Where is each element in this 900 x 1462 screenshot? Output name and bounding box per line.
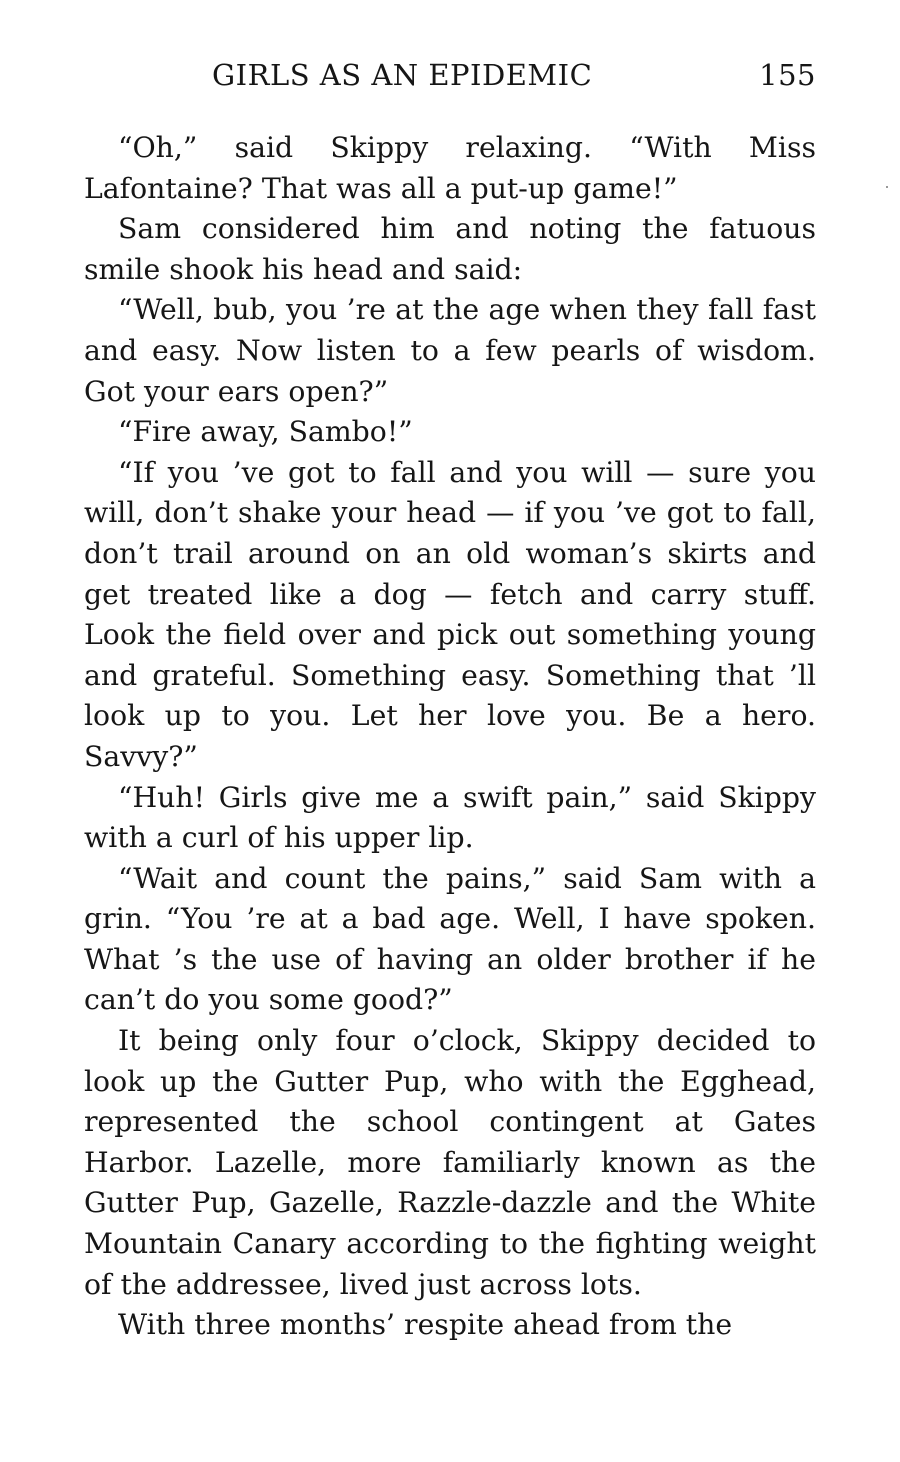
book-page [84, 58, 816, 1346]
paragraph: “Well, bub, you ’re at the age when they fall fast and easy. Now listen to a few pearls of wisdom. Got your ears open?” [84, 293, 816, 408]
margin-speck [886, 186, 888, 188]
body-text [84, 128, 816, 1346]
paragraph: “If you ’ve got to fall and you will — sure you will, don’t shake your head — if you ’ve got to fall, don’t trail around on an old woman’s skirts and get treated like a dog — fetch and carry stuff. Look the field over and pick out something young and grateful. Something easy. Something that ’ll look up to you. Let her love you. Be a hero. Savvy?” [84, 455, 816, 773]
paragraph: “Wait and count the pains,” said Sam with a grin. “You ’re at a bad age. Well, I have spoken. What ’s the use of having an older brother if he can’t do you some good?” [84, 861, 816, 1017]
running-header [84, 58, 816, 102]
chapter-title: GIRLS AS AN EPIDEMIC [212, 58, 593, 92]
paragraph: “Oh,” said Skippy relaxing. “With Miss Lafontaine? That was all a put-up game!” [84, 131, 816, 205]
paragraph: Sam considered him and noting the fatuous smile shook his head and said: [84, 212, 816, 286]
paragraph: It being only four o’clock, Skippy decided to look up the Gutter Pup, who with the Egghead, represented the school contingent at Gates Harbor. Lazelle, more familiarly known as the Gutter Pup, Gazelle, Razzle-dazzle and the White Mountain Canary according to the fighting weight of the addressee, lived just across lots. [84, 1024, 816, 1301]
page-number: 155 [759, 58, 816, 92]
paragraph: With three months’ respite ahead from the [118, 1308, 733, 1342]
paragraph: “Fire away, Sambo!” [118, 415, 413, 449]
paragraph: “Huh! Girls give me a swift pain,” said Skippy with a curl of his upper lip. [84, 780, 816, 855]
